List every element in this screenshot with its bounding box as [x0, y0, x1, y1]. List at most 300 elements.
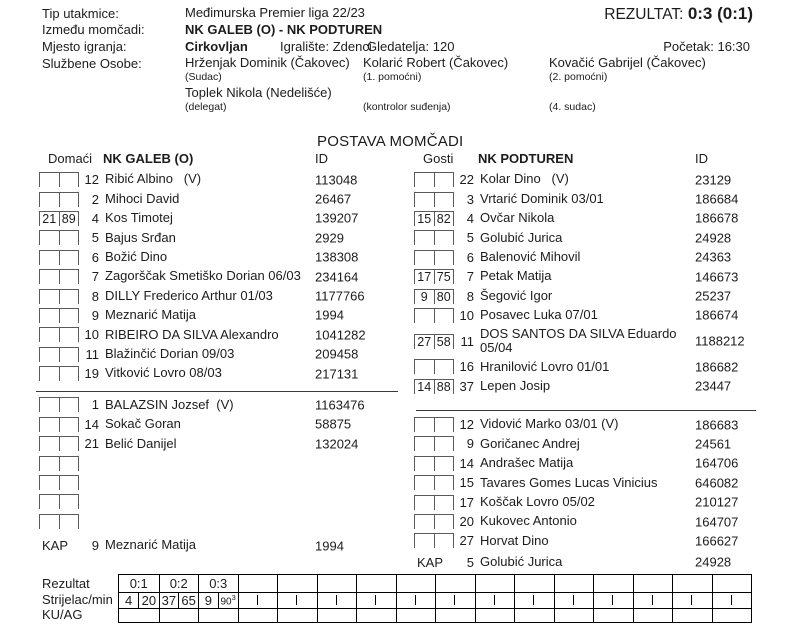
player-name: Vidović Marko 03/01 (V) — [480, 416, 619, 432]
player-id: 1177766 — [315, 288, 365, 304]
player-number: 7 — [466, 269, 474, 285]
scorer-number-half — [634, 593, 653, 608]
kuag-cell — [119, 609, 159, 623]
sub-player-box — [414, 436, 434, 451]
player-row — [39, 325, 411, 344]
player-row — [414, 357, 786, 376]
player-name: DILLY Frederico Arthur 01/03 — [105, 287, 273, 303]
sub-minute-box — [434, 250, 455, 265]
scorer-minute-half — [258, 593, 277, 608]
player-id: 186684 — [695, 191, 739, 207]
player-number: 15 — [459, 475, 474, 491]
player-name: Bajus Srđan — [105, 229, 176, 245]
sub-minute-box — [59, 417, 80, 432]
sub-player-box — [414, 456, 434, 471]
player-row — [39, 267, 411, 286]
player-row — [39, 170, 411, 189]
sub-minute-box: 89 — [59, 211, 80, 226]
sub-player-box — [414, 417, 434, 432]
scorer-cell — [475, 593, 515, 608]
substitution-boxes — [414, 192, 454, 207]
player-row — [39, 473, 411, 492]
sub-minute-box — [59, 397, 80, 412]
sub-player-box — [39, 230, 59, 245]
player-id: 24561 — [695, 436, 732, 452]
sub-minute-box — [434, 417, 455, 432]
result-cell — [554, 575, 594, 592]
result-label: REZULTAT: — [604, 6, 684, 23]
competition-name: Međimurska Premier liga 22/23 — [185, 5, 365, 20]
sub-minute-box — [59, 475, 80, 490]
substitution-boxes — [414, 379, 454, 394]
assistant1-name: Kolarić Robert (Čakovec) — [363, 55, 509, 70]
player-id: 2929 — [315, 230, 344, 246]
player-number: 10 — [459, 307, 474, 323]
player-number: 27 — [459, 533, 474, 549]
player-name-line1: DOS SANTOS DA SILVA Eduardo — [480, 325, 677, 341]
player-id: 1188212 — [695, 333, 745, 349]
sub-player-box — [414, 230, 434, 245]
score-row-label-scorer: Strijelac/min — [42, 592, 113, 607]
venue-city: Cirkovljan — [185, 39, 248, 54]
away-id-header: ID — [695, 151, 708, 166]
player-row — [414, 473, 786, 492]
scorer-number-half — [515, 593, 534, 608]
away-roster-divider — [416, 410, 756, 411]
player-number: 17 — [459, 494, 474, 510]
player-number: 22 — [459, 172, 474, 188]
player-id: 186682 — [695, 359, 739, 375]
player-name: Vitković Lovro 08/03 — [105, 365, 222, 381]
player-name: BALAZSIN Jozsef (V) — [105, 396, 234, 412]
player-id: 164707 — [695, 514, 739, 530]
player-name: RIBEIRO DA SILVA Alexandro — [105, 326, 279, 342]
kuag-cell — [159, 609, 199, 623]
player-row — [414, 248, 786, 267]
substitution-boxes — [414, 456, 454, 471]
player-row — [39, 492, 411, 511]
player-number: 6 — [91, 249, 99, 265]
captain-name: Golubić Jurica — [480, 554, 563, 570]
sub-minute-box — [59, 366, 80, 381]
sub-minute-box — [434, 359, 455, 374]
sub-player-box — [39, 327, 59, 342]
player-name: Šegović Igor — [480, 287, 553, 303]
scorer-cell — [317, 593, 357, 608]
player-name: Horvat Dino — [480, 532, 549, 548]
sub-player-box — [414, 172, 434, 187]
player-id: 1994 — [315, 307, 344, 323]
kuag-cell — [633, 609, 673, 623]
player-id: 1163476 — [315, 397, 365, 413]
sub-player-box — [39, 192, 59, 207]
player-id: 139207 — [315, 210, 359, 226]
match-teams: NK GALEB (O) - NK PODTUREN — [185, 22, 383, 37]
player-name: Belić Danijel — [105, 435, 177, 451]
scorer-number-half — [318, 593, 337, 608]
player-number: 4 — [91, 210, 99, 226]
kuag-cell — [396, 609, 436, 623]
scorer-minute-half — [613, 593, 632, 608]
sub-minute-box — [59, 289, 80, 304]
substitution-boxes — [414, 417, 454, 432]
player-row — [39, 209, 411, 228]
scorer-cell — [159, 593, 199, 608]
player-id: 23129 — [695, 172, 732, 188]
sub-minute-box — [59, 494, 80, 509]
score-row-label-result: Rezultat — [42, 576, 90, 591]
result-cell — [317, 575, 357, 592]
scorer-minute-half — [653, 593, 672, 608]
result-cell — [475, 575, 515, 592]
sub-player-box: 21 — [39, 211, 59, 226]
player-id: 26467 — [315, 191, 352, 207]
player-name — [474, 327, 677, 356]
sub-player-box — [414, 533, 434, 548]
player-id: 146673 — [695, 269, 739, 285]
substitution-boxes — [414, 230, 454, 245]
player-row — [414, 209, 786, 228]
match-controller-role: (kontrolor suđenja) — [363, 101, 451, 113]
player-row — [39, 286, 411, 305]
player-name: Hranilović Lovro 01/01 — [480, 358, 610, 374]
player-number: 14 — [459, 455, 474, 471]
player-row — [414, 415, 786, 434]
sub-minute-box — [434, 456, 455, 471]
captain-id: 24928 — [695, 554, 732, 570]
scorer-minute-half — [534, 593, 553, 608]
player-name: Božić Dino — [105, 249, 168, 264]
player-number: 1 — [91, 397, 99, 413]
assistant2-role: (2. pomoćni) — [549, 71, 608, 83]
sub-player-box — [39, 475, 59, 490]
captain-id: 1994 — [315, 538, 344, 554]
venue-label: Mjesto igranja: — [42, 39, 127, 54]
scorer-number-half — [357, 593, 376, 608]
away-bench-list — [414, 415, 786, 551]
kuag-cell — [672, 609, 712, 623]
player-number: 11 — [85, 346, 99, 362]
sub-player-box — [39, 347, 59, 362]
captain-number: 9 — [91, 538, 99, 554]
sub-player-box — [39, 366, 59, 381]
sub-minute-box — [59, 230, 80, 245]
sub-player-box — [414, 495, 434, 510]
substitution-boxes — [414, 334, 454, 349]
sub-player-box: 9 — [414, 289, 434, 304]
player-id: 186674 — [695, 307, 739, 323]
player-number: 2 — [91, 191, 99, 207]
kuag-cell — [238, 609, 278, 623]
sub-minute-box — [434, 308, 455, 323]
result-cell: 0:3 — [198, 575, 238, 592]
home-side-label: Domaći — [48, 151, 93, 166]
player-row — [414, 377, 786, 396]
scorer-number-half — [713, 593, 732, 608]
scorer-minute-half — [218, 593, 238, 608]
player-number: 6 — [466, 249, 474, 265]
home-roster — [39, 151, 411, 555]
kuag-cell — [435, 609, 475, 623]
scorer-cell — [238, 593, 278, 608]
player-row — [414, 170, 786, 189]
kuag-cell — [356, 609, 396, 623]
scorer-minute-half — [495, 593, 514, 608]
home-id-header: ID — [315, 151, 328, 166]
substitution-boxes — [39, 250, 79, 265]
substitution-boxes — [39, 475, 79, 490]
sub-minute-box: 75 — [434, 269, 455, 284]
substitution-boxes — [414, 475, 454, 490]
sub-minute-box — [434, 495, 455, 510]
score-table-kuag-row — [119, 608, 751, 623]
player-number: 14 — [84, 416, 99, 432]
home-captain-row — [39, 536, 411, 555]
sub-minute-box — [434, 172, 455, 187]
player-row — [414, 492, 786, 511]
scorer-minute-half: 20 — [138, 593, 158, 608]
player-name: Meznarić Matija — [105, 307, 197, 323]
scorer-cell — [198, 593, 238, 608]
venue-field: Igralište: Zdenci — [280, 39, 372, 54]
scorer-number-half — [278, 593, 297, 608]
player-id: 138308 — [315, 249, 359, 265]
player-row — [414, 454, 786, 473]
result-line — [604, 4, 753, 24]
player-id: 166627 — [695, 533, 739, 549]
home-roster-divider — [36, 391, 398, 392]
player-name: Lepen Josip — [480, 377, 551, 393]
score-row-label-kuag: KU/AG — [42, 607, 83, 622]
player-row — [39, 248, 411, 267]
sub-minute-box — [59, 347, 80, 362]
sub-player-box — [39, 494, 59, 509]
substitution-boxes — [39, 436, 79, 451]
sub-minute-box — [59, 250, 80, 265]
scorer-minute-half — [337, 593, 356, 608]
player-row — [39, 434, 411, 453]
scorer-number-half — [476, 593, 495, 608]
result-cell: 0:1 — [129, 575, 148, 591]
sub-player-box — [414, 250, 434, 265]
result-cell — [396, 575, 436, 592]
sub-minute-box — [434, 475, 455, 490]
scorer-number-half — [673, 593, 692, 608]
away-roster-header — [414, 151, 786, 170]
player-row — [414, 531, 786, 550]
player-number: 19 — [84, 366, 99, 382]
substitution-boxes — [39, 172, 79, 187]
sub-player-box — [39, 417, 59, 432]
player-row — [414, 228, 786, 247]
sub-player-box — [414, 192, 434, 207]
result-cell — [238, 575, 278, 592]
player-row — [414, 189, 786, 208]
away-captain-row — [414, 553, 786, 572]
substitution-boxes — [39, 327, 79, 342]
result-cell — [277, 575, 317, 592]
home-roster-header — [39, 151, 411, 170]
scorer-number-half — [239, 593, 258, 608]
player-name: Petak Matija — [480, 268, 552, 284]
player-row — [414, 325, 786, 357]
scorer-minute-half: 65 — [178, 593, 198, 608]
delegate-name: Toplek Nikola (Nedelišće) — [185, 85, 332, 100]
player-id: 113048 — [315, 172, 358, 188]
player-number: 16 — [459, 359, 474, 375]
attendance: Gledatelja: 120 — [367, 39, 455, 54]
player-number: 3 — [466, 191, 474, 207]
substitution-boxes — [414, 211, 454, 226]
player-row — [39, 345, 411, 364]
substitution-boxes — [39, 417, 79, 432]
scorer-number-half — [436, 593, 455, 608]
sub-minute-box — [434, 514, 455, 529]
player-row — [414, 286, 786, 305]
player-id: 217131 — [315, 366, 359, 382]
player-number: 11 — [460, 333, 474, 349]
sub-minute-box — [59, 192, 80, 207]
scorer-cell — [356, 593, 396, 608]
captain-name: Meznarić Matija — [105, 537, 197, 553]
away-side-label: Gosti — [423, 151, 454, 166]
substitution-boxes — [39, 366, 79, 381]
sub-minute-box — [59, 436, 80, 451]
substitution-boxes — [39, 308, 79, 323]
scorer-number-half: 9 — [204, 592, 212, 608]
section-title: POSTAVA MOMČADI — [317, 133, 464, 150]
player-id: 132024 — [315, 436, 359, 452]
sub-minute-box — [59, 514, 80, 529]
scorer-cell — [435, 593, 475, 608]
sub-player-box — [39, 456, 59, 471]
player-id: 58875 — [315, 416, 352, 432]
player-name: Koščak Lovro 05/02 — [480, 493, 595, 509]
substitution-boxes — [414, 269, 454, 284]
kuag-cell — [317, 609, 357, 623]
result-cell — [356, 575, 396, 592]
sub-minute-box — [59, 172, 80, 187]
player-row — [39, 189, 411, 208]
player-name: Sokač Goran — [105, 416, 181, 432]
player-name: Mihoci David — [105, 190, 180, 206]
sub-player-box — [39, 436, 59, 451]
substitution-boxes — [414, 495, 454, 510]
sub-minute-box — [59, 327, 80, 342]
kickoff-time: Početak: 16:30 — [663, 39, 750, 54]
assistant1-role: (1. pomoćni) — [363, 71, 422, 83]
sub-player-box: 17 — [414, 269, 434, 284]
player-row — [39, 453, 411, 472]
player-number: 5 — [91, 230, 99, 246]
player-number: 10 — [84, 327, 99, 343]
player-id: 1041282 — [315, 327, 366, 343]
kuag-cell — [593, 609, 633, 623]
sub-player-box — [414, 308, 434, 323]
scorer-cell — [554, 593, 594, 608]
teams-label: Između momčadi: — [42, 22, 145, 37]
scorer-cell — [396, 593, 436, 608]
referee-name: Hrženjak Dominik (Čakovec) — [185, 55, 350, 70]
result-score: 0:3 (0:1) — [687, 4, 753, 23]
substitution-boxes — [414, 250, 454, 265]
player-number: 12 — [84, 172, 99, 188]
sub-minute-box — [434, 533, 455, 548]
player-name: Kukovec Antonio — [480, 513, 577, 529]
assistant2-name: Kovačić Gabrijel (Čakovec) — [549, 55, 706, 70]
player-row — [39, 364, 411, 383]
captain-label: KAP — [42, 538, 69, 554]
player-number: 7 — [91, 269, 99, 285]
result-cell — [712, 575, 752, 592]
sub-minute-box: 58 — [434, 334, 455, 349]
player-number: 37 — [459, 378, 474, 394]
scorer-minute-half — [416, 593, 435, 608]
sub-player-box: 15 — [414, 211, 434, 226]
sub-player-box — [414, 359, 434, 374]
kuag-cell — [712, 609, 752, 623]
result-cell — [672, 575, 712, 592]
player-name: Tavares Gomes Lucas Vinicius — [480, 474, 658, 490]
kuag-cell — [198, 609, 238, 623]
result-cell: 0:2 — [159, 575, 199, 592]
player-name: Balenović Mihovil — [480, 249, 581, 264]
player-name-line2: 05/04 — [480, 340, 513, 356]
player-row — [39, 306, 411, 325]
score-table-result-row — [119, 575, 751, 592]
scorer-cell — [712, 593, 752, 608]
sub-player-box — [39, 172, 59, 187]
scorer-cell — [277, 593, 317, 608]
player-name: Ribić Albino (V) — [105, 171, 202, 187]
kuag-cell — [277, 609, 317, 623]
substitution-boxes — [414, 308, 454, 323]
player-id: 164706 — [695, 455, 739, 471]
sub-player-box — [39, 250, 59, 265]
scorer-number-half — [555, 593, 574, 608]
substitution-boxes — [39, 514, 79, 529]
sub-player-box: 27 — [414, 334, 434, 349]
player-name: Kolar Dino (V) — [480, 171, 569, 187]
sub-player-box — [39, 289, 59, 304]
player-number: 9 — [91, 307, 99, 323]
substitution-boxes — [414, 533, 454, 548]
substitution-boxes — [39, 192, 79, 207]
home-starters-list — [39, 170, 411, 383]
score-table-scorer-row — [119, 592, 751, 608]
player-id: 25237 — [695, 288, 732, 304]
substitution-boxes — [39, 211, 79, 226]
player-number: 21 — [84, 436, 99, 452]
sub-minute-box: 82 — [434, 211, 455, 226]
scorer-minute-half — [732, 593, 751, 608]
sub-player-box — [39, 269, 59, 284]
player-name: Goričanec Andrej — [480, 435, 580, 451]
sub-player-box — [39, 397, 59, 412]
substitution-boxes — [414, 436, 454, 451]
scorer-minute-half — [376, 593, 395, 608]
result-cell — [593, 575, 633, 592]
scorer-cell — [593, 593, 633, 608]
player-id: 234164 — [315, 269, 359, 285]
delegate-role: (delegat) — [185, 101, 227, 113]
sub-player-box — [414, 514, 434, 529]
player-name: Vrtarić Dominik 03/01 — [480, 190, 604, 206]
player-row — [39, 415, 411, 434]
player-row — [39, 228, 411, 247]
scorer-cell — [119, 593, 159, 608]
kuag-cell — [554, 609, 594, 623]
